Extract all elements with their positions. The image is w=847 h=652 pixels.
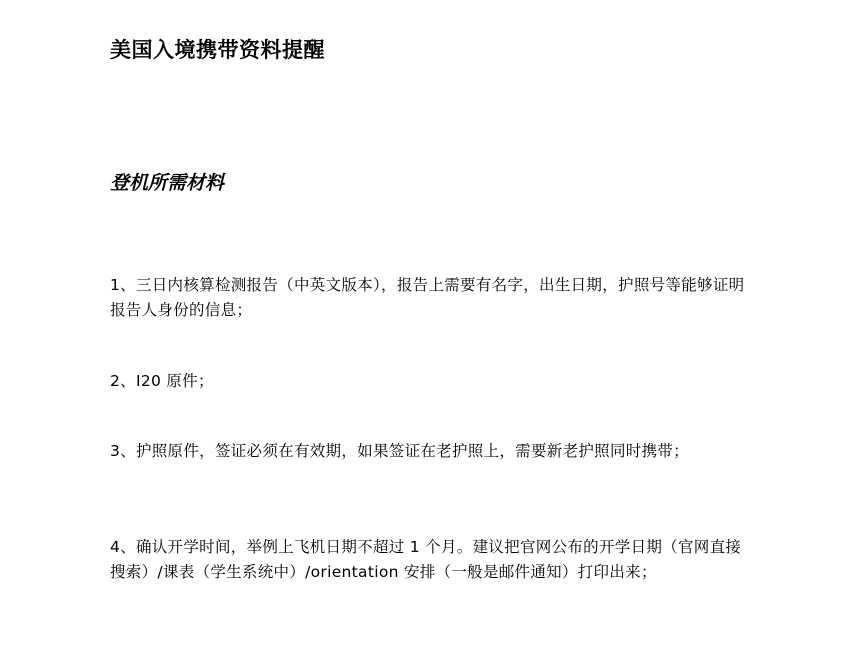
section-heading-boarding-materials: 登机所需材料 (110, 172, 225, 194)
list-item-passport-visa: 3、护照原件，签证必须在有效期，如果签证在老护照上，需要新老护照同时携带； (110, 442, 689, 460)
list-item-i20-original: 2、I20 原件； (110, 372, 214, 390)
list-item-school-start-date: 4、确认开学时间，举例上飞机日期不超过 1 个月。建议把官网公布的开学日期（官网直接搜索）/课表（学生系统中）/orientation 安排（一般是邮件通知）打印出来； (110, 538, 742, 581)
list-item-covid-test-report: 1、三日内核算检测报告（中英文版本），报告上需要有名字，出生日期，护照号等能够证明报告人身份的信息； (110, 276, 745, 319)
document-title: 美国入境携带资料提醒 (110, 38, 325, 62)
